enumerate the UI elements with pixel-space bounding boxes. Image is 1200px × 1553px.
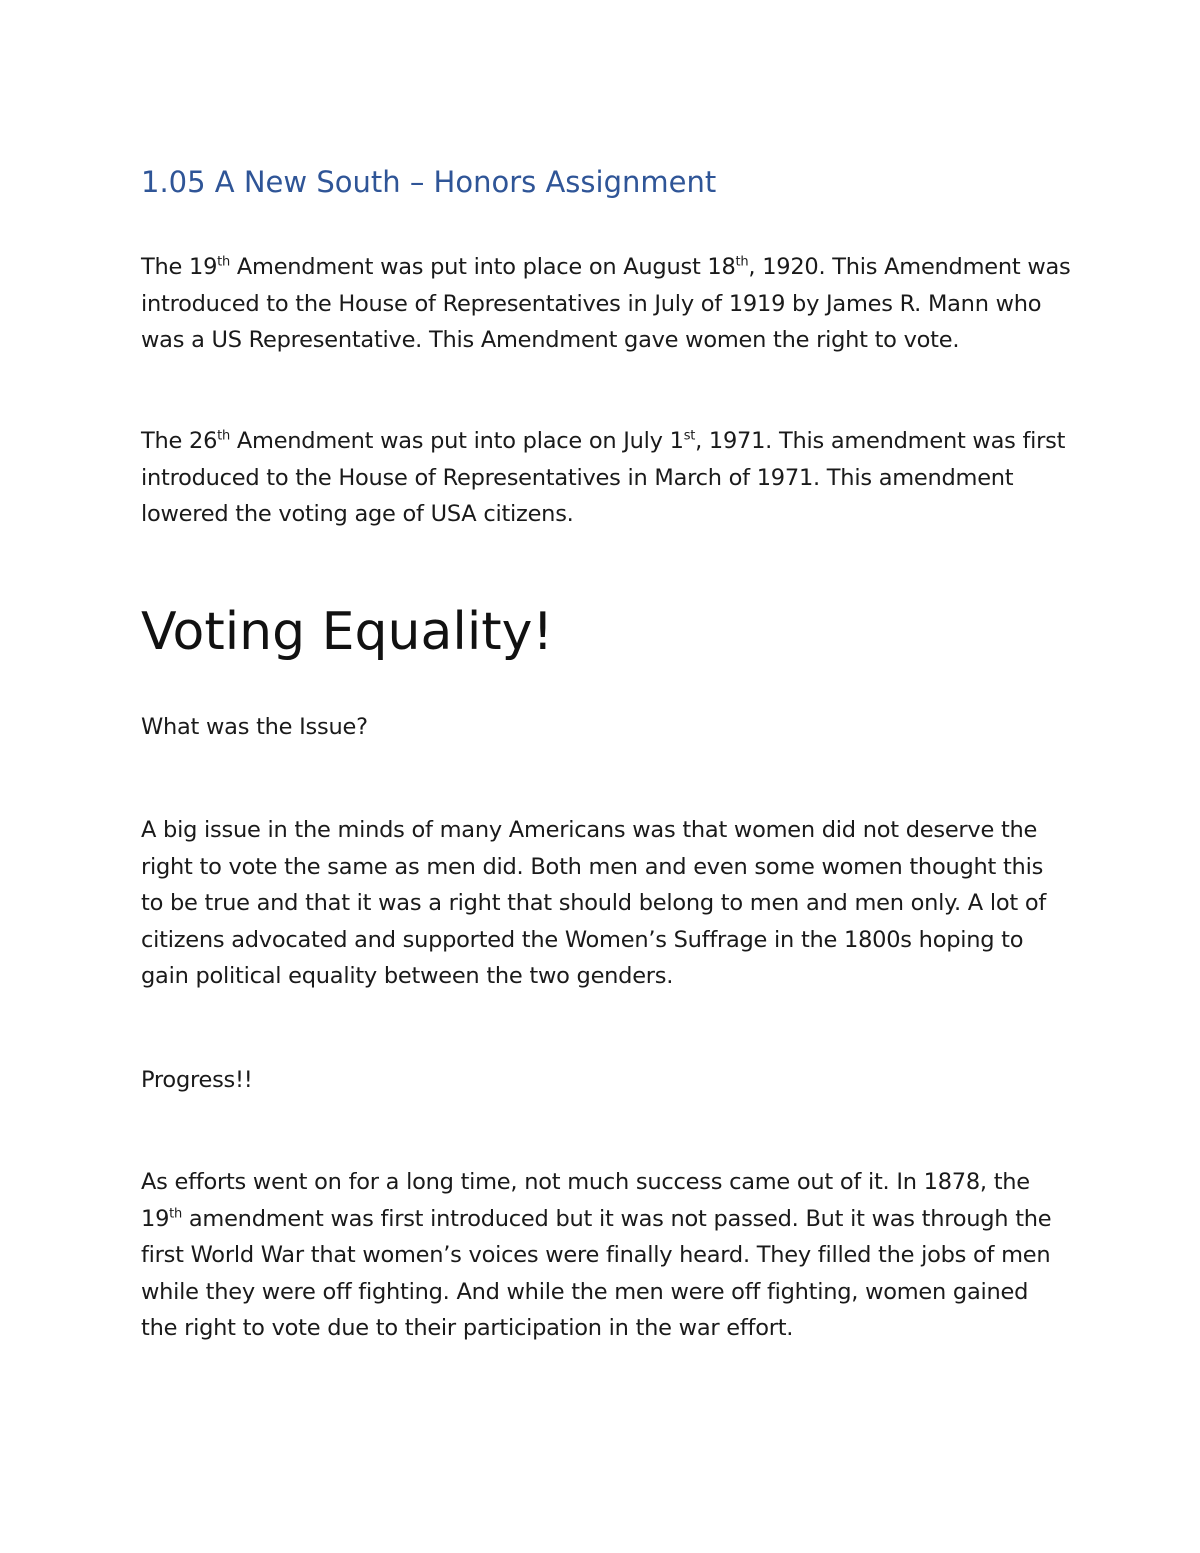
text-run: Amendment was put into place on August 18 bbox=[229, 254, 736, 280]
assignment-heading: 1.05 A New South – Honors Assignment bbox=[141, 165, 717, 199]
superscript: th bbox=[169, 1206, 182, 1221]
text-run: amendment was first introduced but it was not passed. But it was through the first World War that women’s voices were finally heard. They filled the jobs of men while they were off fighting. And while the men were off fighting, women gained the right to vote due to their participation in the war effort. bbox=[141, 1205, 1052, 1341]
superscript: th bbox=[217, 254, 230, 270]
text-run: The 26 bbox=[141, 428, 218, 454]
text-run: , 1920. This Amendment was introduced to the House of Representatives in July of 1919 by James R. Mann who was a US Representative. This Amendment gave women the right to vote. bbox=[141, 254, 1071, 353]
superscript: th bbox=[217, 428, 230, 444]
paragraph-19th-amendment bbox=[141, 249, 1071, 359]
question-issue: What was the Issue? bbox=[141, 714, 368, 740]
paragraph-issue: A big issue in the minds of many Americans was that women did not deserve the right to vote the same as men did. Both men and even some women thought this to be true and that it was a right that should belong to men and men only. A lot of citizens advocated and supported the Women’s Suffrage in the 1800s hoping to gain political equality between the two genders. bbox=[141, 817, 1047, 989]
superscript: th bbox=[735, 254, 749, 270]
text-run: As efforts went on for a long time, not much success came out of it. In 1878, the 19 bbox=[141, 1169, 1030, 1232]
paragraph-26th-amendment bbox=[141, 423, 1071, 533]
text-run: Amendment was put into place on July 1 bbox=[229, 428, 684, 454]
superscript: st bbox=[683, 428, 696, 444]
text-run: The 19 bbox=[141, 254, 218, 280]
section-title: Voting Equality! bbox=[141, 602, 554, 662]
question-progress: Progress!! bbox=[141, 1067, 253, 1093]
text-run: , 1971. This amendment was first introduced to the House of Representatives in March of 1971. This amendment lowered the voting age of USA citizens. bbox=[141, 428, 1066, 527]
paragraph-progress bbox=[141, 1164, 1071, 1347]
